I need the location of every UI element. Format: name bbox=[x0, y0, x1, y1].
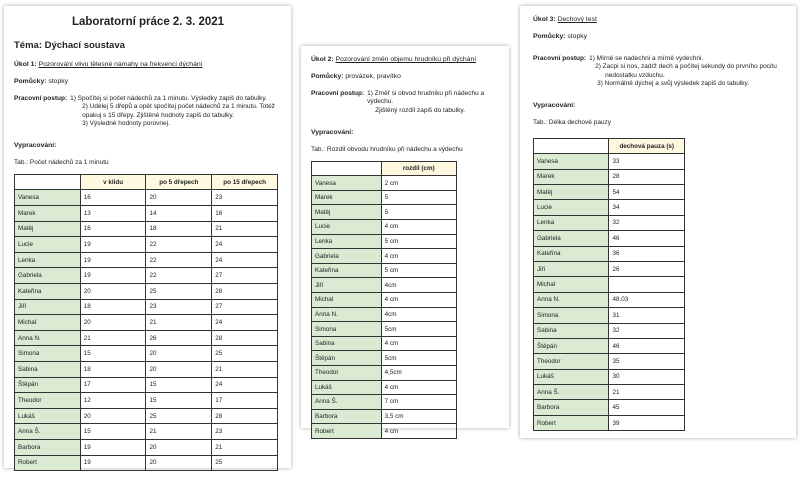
value-cell: 15 bbox=[146, 377, 212, 393]
value-cell: 22 bbox=[146, 252, 212, 268]
student-name-cell: Marek bbox=[15, 206, 81, 222]
student-name-cell: Lenka bbox=[15, 252, 81, 268]
value-cell: 28 bbox=[212, 330, 278, 346]
value-cell: 23 bbox=[146, 299, 212, 315]
tools-line bbox=[311, 73, 501, 81]
student-name-cell: Jiří bbox=[15, 299, 81, 315]
value-cell: 18 bbox=[80, 361, 146, 377]
value-cell: 48.03 bbox=[609, 292, 685, 307]
table-row bbox=[15, 190, 278, 206]
student-name-cell: Robert bbox=[312, 424, 382, 439]
table-row bbox=[534, 169, 685, 184]
value-cell: 35 bbox=[609, 354, 685, 369]
column-header: po 15 dřepech bbox=[212, 174, 278, 190]
procedure bbox=[14, 95, 282, 128]
procedure-label: Pracovní postup: bbox=[14, 95, 68, 103]
value-cell: 24 bbox=[212, 252, 278, 268]
column-header: dechová pauza (s) bbox=[609, 138, 685, 153]
student-name-cell: Lenka bbox=[312, 234, 382, 249]
table-row bbox=[534, 184, 685, 199]
value-cell: 21 bbox=[146, 424, 212, 440]
value-cell: 4cm bbox=[381, 278, 456, 293]
procedure-step: 3) Výsledné hodnoty porovnej. bbox=[82, 119, 170, 127]
column-header: po 5 dřepech bbox=[146, 174, 212, 190]
student-name-cell: Lukáš bbox=[312, 380, 382, 395]
table-row bbox=[15, 206, 278, 222]
table-row bbox=[15, 455, 278, 471]
value-cell: 20 bbox=[146, 190, 212, 206]
student-name-cell: Robert bbox=[15, 455, 81, 471]
student-name-cell: Marek bbox=[534, 169, 609, 184]
student-name-cell: Lukáš bbox=[15, 408, 81, 424]
student-name-cell: Lenka bbox=[534, 215, 609, 230]
value-cell: 46 bbox=[609, 338, 685, 353]
value-cell: 7 cm bbox=[381, 395, 456, 410]
table-row bbox=[15, 237, 278, 253]
procedure-step: 3) Normálně dýchej a svůj výsledek zapiš do tabulky. bbox=[597, 79, 750, 87]
student-name-cell: Lukáš bbox=[534, 369, 609, 384]
table-row bbox=[312, 307, 457, 322]
value-cell: 25 bbox=[212, 346, 278, 362]
student-name-cell: Michal bbox=[312, 293, 382, 308]
table-row bbox=[312, 336, 457, 351]
value-cell: 14 bbox=[146, 206, 212, 222]
tools-value: stopky bbox=[567, 33, 588, 41]
student-name-cell: Sabina bbox=[534, 323, 609, 338]
procedure-step: 1) Spočítej si počet nádechů za 1 minutu. Výsledky zapiš do tabulky. bbox=[70, 95, 267, 103]
student-name-cell: Kateřina bbox=[15, 283, 81, 299]
student-name-cell: Anna Š. bbox=[312, 395, 382, 410]
value-cell: 18 bbox=[80, 299, 146, 315]
value-cell: 23 bbox=[212, 190, 278, 206]
student-name-cell: Michal bbox=[534, 277, 609, 292]
student-name-cell: Anna Š. bbox=[534, 385, 609, 400]
procedure-step: 2) Zacpi si nos, zadrž dech a počítej sekundy do prvního pocitu bbox=[595, 63, 777, 71]
value-cell: 20 bbox=[146, 439, 212, 455]
value-cell: 22 bbox=[146, 268, 212, 284]
chest-difference-table bbox=[311, 161, 457, 439]
table-row bbox=[15, 283, 278, 299]
student-name-cell: Simona bbox=[312, 322, 382, 337]
task-text: Pozorování změn objemu hrudníku při dýchání bbox=[335, 56, 477, 63]
student-name-cell: Vanesa bbox=[15, 190, 81, 206]
value-cell: 28 bbox=[609, 169, 685, 184]
table-row bbox=[534, 215, 685, 230]
table-caption: Tab.: Délka dechové pauzy bbox=[533, 118, 612, 126]
student-name-cell: Simona bbox=[15, 346, 81, 362]
task-label: Úkol 1: bbox=[14, 61, 37, 68]
task-text: Pozorování vlivu tělesné námahy na frekvenci dýchání bbox=[38, 61, 203, 68]
table-row bbox=[312, 380, 457, 395]
value-cell: 25 bbox=[212, 455, 278, 471]
procedure-step: Zjištěný rozdíl zapiš do tabulky. bbox=[375, 106, 465, 114]
value-cell: 21 bbox=[146, 315, 212, 331]
student-name-cell: Simona bbox=[534, 308, 609, 323]
table-row bbox=[312, 234, 457, 249]
table-row bbox=[534, 323, 685, 338]
table-row bbox=[312, 395, 457, 410]
value-cell: 15 bbox=[146, 393, 212, 409]
value-cell: 17 bbox=[212, 393, 278, 409]
value-cell: 5 bbox=[381, 205, 456, 220]
value-cell: 19 bbox=[80, 252, 146, 268]
value-cell: 19 bbox=[80, 237, 146, 253]
table-row bbox=[534, 369, 685, 384]
procedure-label: Pracovní postup: bbox=[311, 90, 365, 98]
value-cell: 26 bbox=[609, 261, 685, 276]
student-name-cell: Anna N. bbox=[15, 330, 81, 346]
value-cell: 21 bbox=[212, 221, 278, 237]
value-cell: 19 bbox=[80, 439, 146, 455]
student-name-cell: Matěj bbox=[534, 184, 609, 199]
table-row bbox=[312, 205, 457, 220]
student-name-cell: Štěpán bbox=[312, 351, 382, 366]
table-row bbox=[15, 393, 278, 409]
value-cell: 20 bbox=[146, 455, 212, 471]
value-cell: 54 bbox=[609, 184, 685, 199]
table-row bbox=[534, 400, 685, 415]
procedure-steps bbox=[367, 90, 501, 114]
value-cell: 30 bbox=[609, 369, 685, 384]
value-cell: 21 bbox=[212, 439, 278, 455]
task-line bbox=[14, 61, 282, 69]
table-row bbox=[15, 315, 278, 331]
table-row bbox=[312, 322, 457, 337]
student-name-cell: Matěj bbox=[15, 221, 81, 237]
table-caption: Tab.: Rozdíl obvodu hrudníku při nádechu a výdechu bbox=[311, 145, 463, 153]
column-header bbox=[534, 138, 609, 153]
value-cell: 5 cm bbox=[381, 263, 456, 278]
value-cell: 46 bbox=[609, 231, 685, 246]
student-name-cell: Gabriela bbox=[312, 249, 382, 264]
table-header-row bbox=[312, 161, 457, 176]
value-cell: 21 bbox=[609, 385, 685, 400]
student-name-cell: Barbora bbox=[534, 400, 609, 415]
task-text: Dechový test bbox=[557, 16, 597, 23]
tools-line bbox=[14, 78, 282, 86]
value-cell: 36 bbox=[609, 246, 685, 261]
task-line bbox=[311, 56, 501, 64]
breathing-rate-table bbox=[14, 174, 278, 471]
table-row bbox=[312, 176, 457, 191]
value-cell: 17 bbox=[80, 377, 146, 393]
student-name-cell: Gabriela bbox=[534, 231, 609, 246]
student-name-cell: Lucie bbox=[534, 200, 609, 215]
value-cell: 24 bbox=[212, 237, 278, 253]
table-row bbox=[534, 277, 685, 292]
value-cell: 32 bbox=[609, 323, 685, 338]
procedure-steps bbox=[589, 55, 777, 88]
table-row bbox=[15, 408, 278, 424]
tools-value: stopky bbox=[48, 78, 69, 86]
student-name-cell: Jiří bbox=[312, 278, 382, 293]
table-row bbox=[534, 154, 685, 169]
value-cell: 39 bbox=[609, 415, 685, 430]
value-cell: 23 bbox=[212, 424, 278, 440]
value-cell: 21 bbox=[212, 361, 278, 377]
value-cell: 26 bbox=[146, 330, 212, 346]
student-name-cell: Kateřina bbox=[534, 246, 609, 261]
table-row bbox=[312, 366, 457, 381]
result-heading: Vypracování: bbox=[533, 101, 576, 109]
value-cell: 45 bbox=[609, 400, 685, 415]
value-cell: 15 bbox=[80, 346, 146, 362]
task-label: Úkol 3: bbox=[533, 16, 556, 23]
value-cell: 16 bbox=[80, 221, 146, 237]
table-row bbox=[534, 385, 685, 400]
value-cell: 4 cm bbox=[381, 336, 456, 351]
table-row bbox=[534, 246, 685, 261]
student-name-cell: Vanesa bbox=[312, 176, 382, 191]
student-name-cell: Gabriela bbox=[15, 268, 81, 284]
student-name-cell: Jiří bbox=[534, 261, 609, 276]
table-row bbox=[312, 293, 457, 308]
value-cell: 22 bbox=[146, 237, 212, 253]
task-line bbox=[533, 16, 787, 24]
value-cell: 19 bbox=[80, 455, 146, 471]
table-row bbox=[312, 351, 457, 366]
table-row bbox=[312, 278, 457, 293]
tools-label: Pomůcky: bbox=[14, 78, 47, 86]
value-cell: 13 bbox=[80, 206, 146, 222]
table-header-row bbox=[534, 138, 685, 153]
value-cell: 27 bbox=[212, 299, 278, 315]
value-cell: 21 bbox=[80, 330, 146, 346]
value-cell bbox=[609, 277, 685, 292]
value-cell: 20 bbox=[80, 283, 146, 299]
value-cell: 5 bbox=[381, 190, 456, 205]
table-row bbox=[15, 299, 278, 315]
column-header: rozdíl (cm) bbox=[381, 161, 456, 176]
value-cell: 32 bbox=[609, 215, 685, 230]
value-cell: 4 cm bbox=[381, 293, 456, 308]
table-row bbox=[312, 190, 457, 205]
topic-heading: Téma: Dýchací soustava bbox=[14, 40, 125, 51]
value-cell: 4cm bbox=[381, 307, 456, 322]
tools-value: provázek, pravítko bbox=[345, 73, 401, 81]
table-row bbox=[534, 338, 685, 353]
table-row bbox=[312, 409, 457, 424]
table-row bbox=[534, 200, 685, 215]
task-label: Úkol 2: bbox=[311, 56, 334, 63]
student-name-cell: Matěj bbox=[312, 205, 382, 220]
table-caption: Tab.: Počet nádechů za 1 minutu bbox=[14, 158, 109, 166]
tools-line bbox=[533, 33, 787, 41]
student-name-cell: Anna Š. bbox=[15, 424, 81, 440]
table-row bbox=[15, 346, 278, 362]
procedure-step: opakuj s 15 dřepy. Zjištěné hodnoty zapiš do tabulky. bbox=[82, 111, 234, 119]
tools-label: Pomůcky: bbox=[311, 73, 344, 81]
student-name-cell: Štěpán bbox=[534, 338, 609, 353]
table-row bbox=[534, 231, 685, 246]
value-cell: 28 bbox=[212, 283, 278, 299]
student-name-cell: Barbora bbox=[15, 439, 81, 455]
table-row bbox=[15, 424, 278, 440]
student-name-cell: Anna N. bbox=[534, 292, 609, 307]
student-name-cell: Theodor bbox=[312, 366, 382, 381]
student-name-cell: Anna N. bbox=[312, 307, 382, 322]
value-cell: 19 bbox=[80, 268, 146, 284]
student-name-cell: Theodor bbox=[15, 393, 81, 409]
value-cell: 20 bbox=[80, 315, 146, 331]
table-row bbox=[312, 220, 457, 235]
student-name-cell: Sabina bbox=[15, 361, 81, 377]
table-row bbox=[312, 263, 457, 278]
value-cell: 4 cm bbox=[381, 249, 456, 264]
student-name-cell: Marek bbox=[312, 190, 382, 205]
column-header bbox=[15, 174, 81, 190]
student-name-cell: Theodor bbox=[534, 354, 609, 369]
procedure-step: 1) Mírně se nadechni a mírně vydechni. bbox=[589, 55, 704, 63]
procedure bbox=[311, 90, 501, 114]
tools-label: Pomůcky: bbox=[533, 33, 566, 41]
student-name-cell: Robert bbox=[534, 415, 609, 430]
student-name-cell: Barbora bbox=[312, 409, 382, 424]
breath-hold-table bbox=[533, 138, 685, 431]
value-cell: 5cm bbox=[381, 322, 456, 337]
table-row bbox=[15, 252, 278, 268]
value-cell: 34 bbox=[609, 200, 685, 215]
value-cell: 20 bbox=[146, 361, 212, 377]
document-page-1 bbox=[4, 6, 291, 468]
table-row bbox=[312, 249, 457, 264]
value-cell: 2 cm bbox=[381, 176, 456, 191]
value-cell: 31 bbox=[609, 308, 685, 323]
value-cell: 4 cm bbox=[381, 424, 456, 439]
value-cell: 33 bbox=[609, 154, 685, 169]
value-cell: 15 bbox=[80, 424, 146, 440]
procedure-label: Pracovní postup: bbox=[533, 55, 587, 63]
value-cell: 12 bbox=[80, 393, 146, 409]
table-row bbox=[534, 308, 685, 323]
procedure-step: nedostatku vzduchu. bbox=[605, 71, 665, 79]
table-row bbox=[534, 354, 685, 369]
column-header bbox=[312, 161, 382, 176]
document-title: Laboratorní práce 2. 3. 2021 bbox=[71, 16, 225, 28]
table-row bbox=[15, 330, 278, 346]
value-cell: 3,5 cm bbox=[381, 409, 456, 424]
document-page-3 bbox=[520, 6, 796, 438]
table-row bbox=[15, 377, 278, 393]
table-header-row bbox=[15, 174, 278, 190]
value-cell: 25 bbox=[146, 283, 212, 299]
table-row bbox=[15, 268, 278, 284]
table-row bbox=[534, 261, 685, 276]
value-cell: 20 bbox=[146, 346, 212, 362]
value-cell: 4 cm bbox=[381, 380, 456, 395]
table-row bbox=[312, 424, 457, 439]
value-cell: 16 bbox=[212, 206, 278, 222]
procedure-steps bbox=[70, 95, 275, 128]
table-row bbox=[534, 415, 685, 430]
value-cell: 4 cm bbox=[381, 220, 456, 235]
value-cell: 18 bbox=[146, 221, 212, 237]
table-row bbox=[15, 361, 278, 377]
value-cell: 27 bbox=[212, 268, 278, 284]
student-name-cell: Lucie bbox=[15, 237, 81, 253]
value-cell: 28 bbox=[212, 408, 278, 424]
value-cell: 20 bbox=[80, 408, 146, 424]
table-row bbox=[15, 439, 278, 455]
value-cell: 24 bbox=[212, 315, 278, 331]
student-name-cell: Lucie bbox=[312, 220, 382, 235]
document-page-2 bbox=[301, 46, 509, 435]
value-cell: 5cm bbox=[381, 351, 456, 366]
student-name-cell: Kateřina bbox=[312, 263, 382, 278]
student-name-cell: Michal bbox=[15, 315, 81, 331]
result-heading: Vypracování: bbox=[14, 141, 57, 149]
value-cell: 4,5cm bbox=[381, 366, 456, 381]
result-heading: Vypracování: bbox=[311, 128, 354, 136]
student-name-cell: Sabina bbox=[312, 336, 382, 351]
column-header: v klidu bbox=[80, 174, 146, 190]
table-row bbox=[534, 292, 685, 307]
student-name-cell: Vanesa bbox=[534, 154, 609, 169]
student-name-cell: Štěpán bbox=[15, 377, 81, 393]
procedure-step: 2) Udělej 5 dřepů a opět spočítej počet nádechů za 1 minutu. Totéž bbox=[82, 103, 275, 111]
value-cell: 5 cm bbox=[381, 234, 456, 249]
value-cell: 24 bbox=[212, 377, 278, 393]
table-row bbox=[15, 221, 278, 237]
procedure bbox=[533, 55, 787, 88]
value-cell: 25 bbox=[146, 408, 212, 424]
value-cell: 16 bbox=[80, 190, 146, 206]
procedure-step: 1) Změř si obvod hrudníku při nádechu a výdechu. bbox=[367, 90, 485, 106]
